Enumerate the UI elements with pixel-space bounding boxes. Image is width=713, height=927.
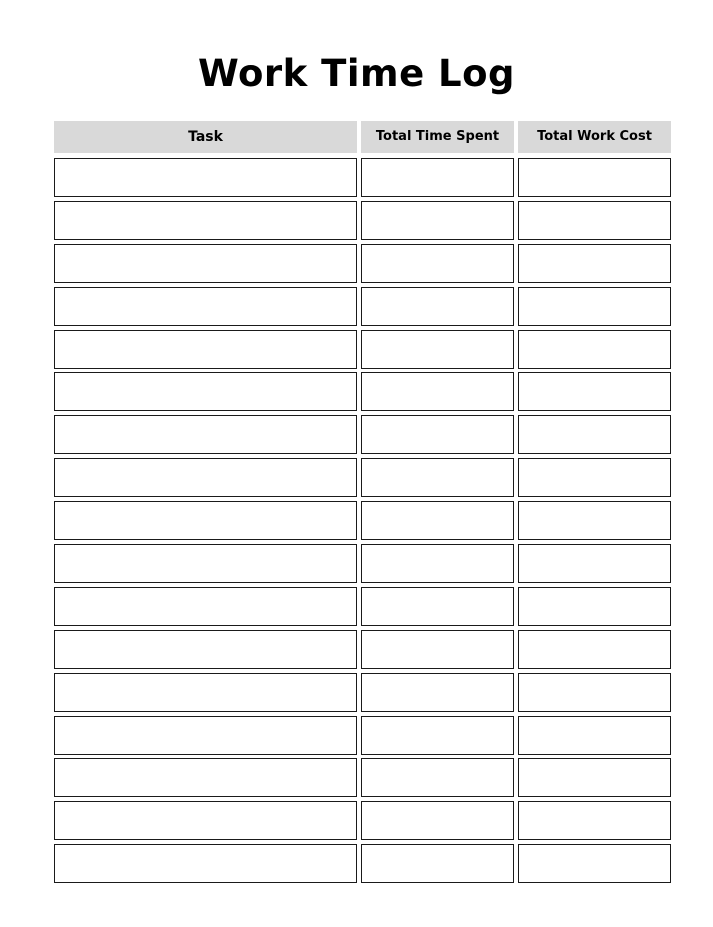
task-cell[interactable] [54, 415, 357, 454]
work-cost-cell[interactable] [518, 330, 671, 369]
time-spent-cell[interactable] [361, 716, 514, 755]
table-row [54, 673, 671, 712]
table-header [54, 121, 671, 153]
work-cost-cell[interactable] [518, 801, 671, 840]
table-row [54, 372, 671, 411]
time-spent-cell[interactable] [361, 415, 514, 454]
work-cost-cell[interactable] [518, 458, 671, 497]
time-spent-cell[interactable] [361, 158, 514, 197]
time-spent-cell[interactable] [361, 587, 514, 626]
time-spent-cell[interactable] [361, 244, 514, 283]
task-cell[interactable] [54, 372, 357, 411]
work-cost-cell[interactable] [518, 716, 671, 755]
work-cost-cell[interactable] [518, 244, 671, 283]
table-row [54, 244, 671, 283]
task-cell[interactable] [54, 630, 357, 669]
time-spent-cell[interactable] [361, 758, 514, 797]
log-table-body [54, 158, 671, 887]
work-cost-cell[interactable] [518, 544, 671, 583]
time-spent-cell[interactable] [361, 801, 514, 840]
column-header-task: Task [54, 121, 357, 153]
work-cost-cell[interactable] [518, 287, 671, 326]
task-cell[interactable] [54, 458, 357, 497]
table-row [54, 501, 671, 540]
table-row [54, 801, 671, 840]
task-cell[interactable] [54, 287, 357, 326]
page-title: Work Time Log [197, 52, 516, 95]
task-cell[interactable] [54, 158, 357, 197]
time-spent-cell[interactable] [361, 544, 514, 583]
task-cell[interactable] [54, 758, 357, 797]
work-cost-cell[interactable] [518, 630, 671, 669]
time-spent-cell[interactable] [361, 458, 514, 497]
column-header-total-work-cost: Total Work Cost [518, 121, 671, 153]
table-row [54, 201, 671, 240]
task-cell[interactable] [54, 330, 357, 369]
work-cost-cell[interactable] [518, 415, 671, 454]
table-row [54, 716, 671, 755]
time-spent-cell[interactable] [361, 673, 514, 712]
work-cost-cell[interactable] [518, 673, 671, 712]
work-cost-cell[interactable] [518, 158, 671, 197]
table-row [54, 758, 671, 797]
task-cell[interactable] [54, 801, 357, 840]
time-spent-cell[interactable] [361, 501, 514, 540]
task-cell[interactable] [54, 544, 357, 583]
time-spent-cell[interactable] [361, 630, 514, 669]
table-row [54, 844, 671, 883]
task-cell[interactable] [54, 244, 357, 283]
time-spent-cell[interactable] [361, 844, 514, 883]
work-cost-cell[interactable] [518, 372, 671, 411]
table-row [54, 158, 671, 197]
table-row [54, 415, 671, 454]
table-row [54, 630, 671, 669]
work-cost-cell[interactable] [518, 758, 671, 797]
task-cell[interactable] [54, 673, 357, 712]
time-spent-cell[interactable] [361, 201, 514, 240]
task-cell[interactable] [54, 501, 357, 540]
work-cost-cell[interactable] [518, 501, 671, 540]
task-cell[interactable] [54, 587, 357, 626]
table-row [54, 544, 671, 583]
table-row [54, 287, 671, 326]
work-cost-cell[interactable] [518, 587, 671, 626]
table-row [54, 587, 671, 626]
work-cost-cell[interactable] [518, 844, 671, 883]
task-cell[interactable] [54, 716, 357, 755]
task-cell[interactable] [54, 201, 357, 240]
table-row [54, 330, 671, 369]
table-row [54, 458, 671, 497]
task-cell[interactable] [54, 844, 357, 883]
time-spent-cell[interactable] [361, 287, 514, 326]
time-spent-cell[interactable] [361, 330, 514, 369]
work-cost-cell[interactable] [518, 201, 671, 240]
column-header-total-time-spent: Total Time Spent [361, 121, 514, 153]
time-spent-cell[interactable] [361, 372, 514, 411]
